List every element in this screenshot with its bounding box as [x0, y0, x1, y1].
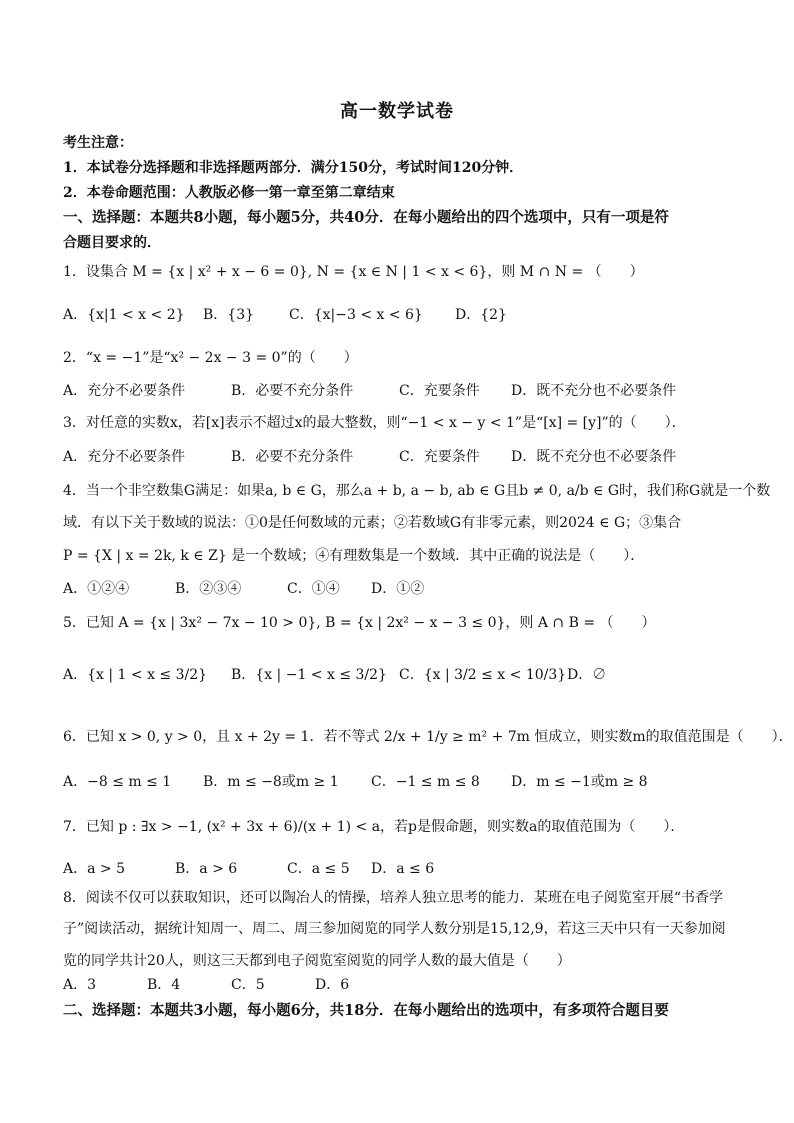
notice-item-2: 2．本卷命题范围：人教版必修一第一章至第二章结束: [63, 185, 395, 201]
question-8-stem-line-3: 览的同学共计20人，则这三天都到电子阅览室阅览的同学人数的最大值是（ ）: [63, 953, 571, 969]
question-2-option-a: A．充分不必要条件: [63, 383, 186, 399]
question-2-option-c: C．充要条件: [399, 383, 480, 399]
section-1-heading-cont: 合题目要求的．: [63, 235, 161, 251]
question-8-option-b: B．4: [147, 977, 181, 993]
question-1-option-d: D．{2}: [455, 307, 507, 323]
question-6-option-d: D．m ≤ −1或m ≥ 8: [511, 774, 648, 790]
question-2-option-d: D．既不充分也不必要条件: [511, 383, 677, 399]
notice-item-1: 1．本试卷分选择题和非选择题两部分．满分150分，考试时间120分钟．: [63, 160, 524, 176]
page-title: 高一数学试卷: [340, 101, 454, 122]
question-1-option-c: C．{x|−3 < x < 6}: [289, 307, 423, 323]
question-7-option-b: B．a > 6: [175, 861, 238, 877]
question-3-stem: 3．对任意的实数x，若[x]表示不超过x的最大整数，则“−1 < x − y < 1”是“[x] = [y]”的（ ）．: [63, 415, 686, 431]
question-5-option-c: C．{x | 3/2 ≤ x < 10/3}: [399, 667, 567, 683]
section-2-heading: 二、选择题：本题共3小题，每小题6分，共18分．在每小题给出的选项中，有多项符合题目要: [63, 1002, 669, 1019]
question-2-stem: 2．“x = −1”是“x² − 2x − 3 = 0”的（ ）: [63, 350, 358, 366]
question-8-option-c: C．5: [231, 977, 265, 993]
question-8-option-d: D．6: [315, 977, 350, 993]
question-4-option-a: A．①②④: [63, 581, 130, 597]
question-5-option-b: B．{x | −1 < x ≤ 3/2}: [231, 667, 387, 683]
question-4-stem-line-3: P = {X | x = 2k, k ∈ Z} 是一个数域；④有理数集是一个数域．其中正确的说法是（ ）．: [63, 548, 645, 564]
question-2-option-b: B．必要不充分条件: [231, 383, 354, 399]
question-4-option-d: D．①②: [371, 581, 425, 597]
question-1-stem: 1．设集合 M = {x | x² + x − 6 = 0}, N = {x ∈ N | 1 < x < 6}，则 M ∩ N = （ ）: [63, 264, 644, 280]
question-6-stem: 6．已知 x > 0, y > 0，且 x + 2y = 1．若不等式 2/x + 1/y ≥ m² + 7m 恒成立，则实数m的取值范围是（ ）．: [63, 729, 793, 745]
question-7-stem: 7．已知 p : ∃x > −1, (x² + 3x + 6)/(x + 1) < a，若p是假命题，则实数a的取值范围为（ ）．: [63, 819, 685, 835]
question-6-option-c: C．−1 ≤ m ≤ 8: [371, 774, 480, 790]
question-5-stem: 5．已知 A = {x | 3x² − 7x − 10 > 0}, B = {x | 2x² − x − 3 ≤ 0}，则 A ∩ B = （ ）: [63, 615, 656, 631]
question-5-option-a: A．{x | 1 < x ≤ 3/2}: [63, 667, 208, 683]
question-7-option-d: D．a ≤ 6: [371, 861, 435, 877]
question-1-option-a: A．{x|1 < x < 2}: [63, 307, 185, 323]
question-6-option-a: A．−8 ≤ m ≤ 1: [63, 774, 172, 790]
question-3-option-b: B．必要不充分条件: [231, 449, 354, 465]
question-5-option-d: D．∅: [567, 667, 607, 683]
section-1-heading: 一、选择题：本题共8小题，每小题5分，共40分．在每小题给出的四个选项中，只有一项是符: [63, 209, 669, 226]
question-6-option-b: B．m ≤ −8或m ≥ 1: [203, 774, 339, 790]
question-8-stem-line-2: 子”阅读活动，据统计知周一、周二、周三参加阅览的同学人数分别是15,12,9，若这三天中只有一天参加阅: [63, 921, 726, 937]
question-8-stem-line-1: 8．阅读不仅可以获取知识，还可以陶冶人的情操，培养人独立思考的能力．某班在电子阅览室开展“书香学: [63, 890, 724, 906]
question-4-option-b: B．②③④: [175, 581, 242, 597]
question-3-option-c: C．充要条件: [399, 449, 480, 465]
question-3-option-a: A．充分不必要条件: [63, 449, 186, 465]
question-1-option-b: B．{3}: [203, 307, 255, 323]
question-7-option-c: C．a ≤ 5: [287, 861, 350, 877]
question-4-stem-line-1: 4．当一个非空数集G满足：如果a, b ∈ G，那么a + b, a − b, ab ∈ G且b ≠ 0, a/b ∈ G时，我们称G就是一个数: [63, 483, 771, 499]
question-3-option-d: D．既不充分也不必要条件: [511, 449, 677, 465]
notice-heading: 考生注意：: [63, 135, 133, 151]
question-4-option-c: C．①④: [287, 581, 340, 597]
question-8-option-a: A．3: [63, 977, 97, 993]
question-7-option-a: A．a > 5: [63, 861, 125, 877]
question-4-stem-line-2: 域．有以下关于数域的说法：①0是任何数域的元素；②若数域G有非零元素，则2024 ∈ G；③集合: [63, 515, 682, 531]
